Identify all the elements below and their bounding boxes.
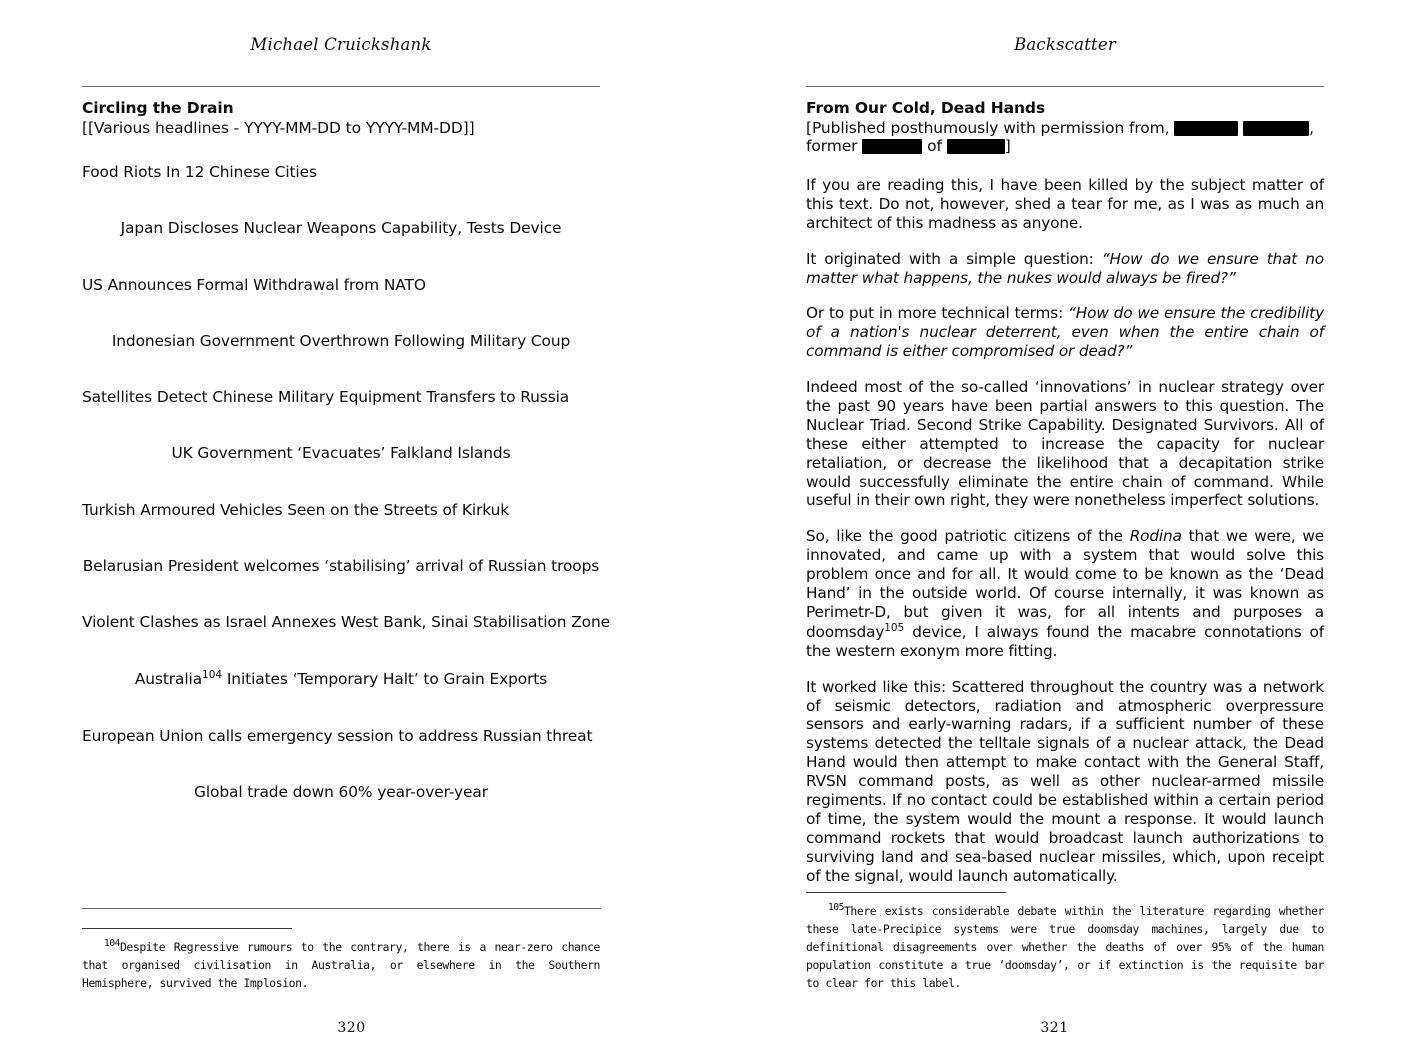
page-number-right: 321 [1040,1020,1069,1036]
list-item [82,388,600,407]
footnote-marker-105: 105 [884,621,905,634]
header-rule-right [806,86,1324,87]
byline-former: former [806,137,858,155]
running-head-right: Backscatter [1014,35,1116,54]
list-item [82,444,600,463]
footnote-block-left [82,908,600,992]
headline-text: Turkish Armoured Vehicles Seen on the Streets of Kirkuk [82,500,510,519]
section-subtitle-left: [[Various headlines - YYYY-MM-DD to YYYY-MM-DD]] [82,119,475,137]
paragraph: It worked like this: Scattered throughout the country was a network of seismic detectors, radiation and atmospheric overpressure sensors and early-warning radars, if a sufficient number of these systems detected the telltale signals of a nuclear attack, the Dead Hand would then attempt to make contact with the General Staff, RVSN command posts, as well as other nuclear-armed missile regiments. If no contact could be established within a certain period of time, the system would the mount a response. It would launch command rockets that would broadcast launch authorizations to surviving land and sea-based nuclear missiles, which, upon receipt of the signal, would launch automatically. [806,677,1324,885]
paragraph [806,527,1324,660]
headline-text: Indonesian Government Overthrown Following Military Coup [111,331,571,350]
redaction-bar [1174,121,1238,136]
headline-text: Japan Discloses Nuclear Weapons Capability, Tests Device [120,219,562,238]
redaction-bar [1243,121,1309,136]
paragraph-lead: Or to put in more technical terms: [806,304,1064,323]
right-page [703,0,1406,1056]
list-item [82,501,600,520]
page-number-left: 320 [337,1020,366,1036]
headline-text-australia: Australia [134,670,203,689]
list-item [82,332,600,351]
list-item-highlighted [82,276,600,295]
footnote-text-left [82,936,600,992]
redaction-bar [947,139,1005,154]
headline-text-highlighted: US Announces Formal Withdrawal from NATO [82,275,426,294]
section-title-left: Circling the Drain [82,99,234,117]
footnote-separator-left [82,928,292,929]
paragraph [806,304,1324,361]
byline-prefix: [Published posthumously with permission from, [806,119,1170,137]
footnote-area-rule-left [82,908,601,909]
headline-text: UK Government ‘Evacuates’ Falkland Islands [171,444,511,463]
footnote-marker-104: 104 [202,669,223,682]
paragraph-mid: that we were, we innovated, and came up with a system that would solve this problem once and for all. It would come to be known as the ‘Dead Hand’ in the outside world. Of course internally, it was known as Perimetr-D, but given it was, for all intents and purposes a doomsday [806,527,1325,641]
headline-list [82,163,610,802]
footnote-block-right [806,892,1324,992]
paragraph [806,250,1324,288]
redaction-bar [862,139,922,154]
headline-text: Violent Clashes as Israel Annexes West Bank, Sinai Stabilisation Zone [82,613,610,631]
paragraph: Indeed most of the so-called ‘innovations’ in nuclear strategy over the past 90 years have been partial answers to this question. The Nuclear Triad. Second Strike Capability. Designated Survivors. All of these either attempted to increase the capacity for nuclear retaliation, or decrease the likelihood that a decapitation strike would successfully eliminate the entire chain of command. While useful in their own right, they were nonetheless imperfect solutions. [806,378,1324,510]
list-item [82,219,600,238]
footnote-text-right [806,900,1324,992]
byline-right [806,119,1324,155]
headline-text: Global trade down 60% year-over-year [194,782,488,801]
footnote-separator-right [806,892,1006,893]
paragraph: If you are reading this, I have been killed by the subject matter of this text. Do not, however, shed a tear for me, as I was as much an architect of this madness as anyone. [806,176,1324,232]
paragraph-lead: It originated with a simple question: [806,249,1094,268]
list-item [82,783,600,802]
footnote-body-left: Despite Regressive rumours to the contrary, there is a near-zero chance that organised civilisation in Australia, or elsewhere in the Southern Hemisphere, survived the Implosion. [82,939,600,990]
list-item [82,163,600,182]
headline-text: European Union calls emergency session to address Russian threat [82,726,593,745]
footnote-body-right: There exists considerable debate within the literature regarding whether these late-Precipice systems were true doomsday machines, largely due to definitional disagreements over whether the deaths of over 95% of the human population constitute a true ‘doomsday’, or if extinction is the requisite bar to clear for this label. [806,903,1324,990]
list-item [82,613,610,632]
paragraph-lead: So, like the good patriotic citizens of the [806,527,1123,546]
section-title-right: From Our Cold, Dead Hands [806,99,1046,117]
list-item-with-footnote [82,669,600,689]
headline-text: Satellites Detect Chinese Military Equipment Transfers to Russia [82,388,570,406]
byline-mid: , [1309,119,1314,137]
headline-text: Belarusian President welcomes ‘stabilising’ arrival of Russian troops [82,556,600,575]
byline-of: of [927,137,942,155]
paragraph-tail: device, I always found the macabre connotations of the western exonym more fitting. [806,622,1324,660]
list-item [82,557,600,576]
byline-suffix: ] [1004,137,1011,155]
running-head-left: Michael Cruickshank [250,35,432,54]
term-italic: Rodina [1129,527,1182,546]
footnote-number-left: 104 [104,938,120,950]
quote-italic: “How do we ensure that no matter what happens, the nukes would always be fired?” [806,249,1324,287]
header-rule-left [82,86,600,87]
quote-italic: “How do we ensure the credibility of a nation's nuclear deterrent, even when the entire chain of command is either compromised or dead?” [806,304,1324,361]
list-item [82,727,600,746]
headline-text-rest: Initiates ‘Temporary Halt’ to Grain Exports [222,670,548,689]
headline-text: Food Riots In 12 Chinese Cities [82,163,317,181]
footnote-number-right: 105 [828,902,844,914]
